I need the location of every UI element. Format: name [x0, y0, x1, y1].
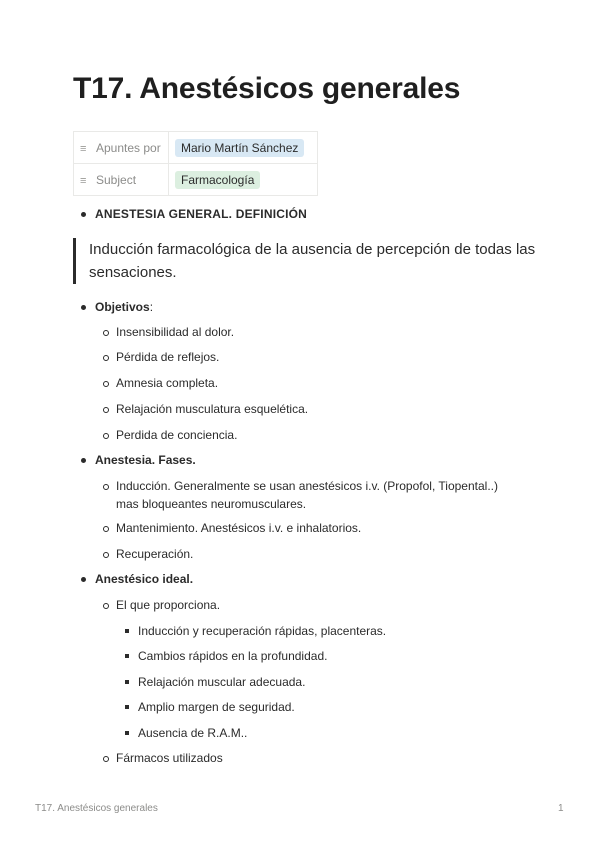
- list-item: Ausencia de R.A.M..: [138, 726, 248, 740]
- section-heading-definicion: ANESTESIA GENERAL. DEFINICIÓN: [95, 207, 308, 221]
- page-title: T17. Anestésicos generales: [73, 72, 461, 105]
- property-value-cell[interactable]: [169, 132, 318, 164]
- properties-table: [73, 131, 318, 196]
- bullet-circle: [103, 433, 109, 439]
- list-item: Relajación muscular adecuada.: [138, 675, 306, 689]
- bullet-circle: [103, 381, 109, 387]
- bullet-square: [125, 654, 129, 658]
- bullet-square: [125, 680, 129, 684]
- property-key-cell: [74, 164, 169, 196]
- list-item: Pérdida de reflejos.: [116, 350, 220, 364]
- list-item: Fármacos utilizados: [116, 751, 223, 765]
- list-icon: ≡: [80, 174, 87, 187]
- property-row: [74, 164, 318, 196]
- page-number: 1: [558, 803, 564, 814]
- bullet-dot: [81, 577, 86, 582]
- quote-bar: [73, 238, 76, 284]
- subject-tag[interactable]: Farmacología: [175, 171, 260, 189]
- bullet-dot: [81, 305, 86, 310]
- objetivos-suffix: :: [149, 300, 154, 314]
- list-item: Mantenimiento. Anestésicos i.v. e inhalatorios.: [116, 521, 362, 535]
- definition-quote: Inducción farmacológica de la ausencia de percepción de todas las sensaciones.: [89, 241, 536, 281]
- bullet-circle: [103, 484, 109, 490]
- ideal-heading: Anestésico ideal.: [95, 572, 194, 586]
- bullet-circle: [103, 756, 109, 762]
- list-item: Amplio margen de seguridad.: [138, 700, 295, 714]
- bullet-dot: [81, 212, 86, 217]
- footer-title: T17. Anestésicos generales: [35, 803, 158, 814]
- list-item: Inducción. Generalmente se usan anestésicos i.v. (Propofol, Tiopental..): [116, 479, 498, 493]
- author-tag[interactable]: Mario Martín Sánchez: [175, 139, 304, 157]
- list-item: Recuperación.: [116, 547, 194, 561]
- objetivos-heading: [95, 300, 153, 314]
- bullet-circle: [103, 526, 109, 532]
- list-item-continuation: mas bloqueantes neuromusculares.: [116, 497, 307, 511]
- bullet-square: [125, 731, 129, 735]
- objetivos-label: Objetivos: [95, 300, 150, 314]
- fases-heading: Anestesia. Fases.: [95, 453, 196, 467]
- list-icon: ≡: [80, 142, 87, 155]
- property-key: Apuntes por: [96, 140, 161, 155]
- bullet-circle: [103, 552, 109, 558]
- bullet-circle: [103, 355, 109, 361]
- list-item: Insensibilidad al dolor.: [116, 325, 235, 339]
- list-item: Perdida de conciencia.: [116, 428, 238, 442]
- property-key-cell: [74, 132, 169, 164]
- list-item: Cambios rápidos en la profundidad.: [138, 649, 328, 663]
- property-row: [74, 132, 318, 164]
- property-value-cell[interactable]: [169, 164, 318, 196]
- bullet-square: [125, 629, 129, 633]
- bullet-circle: [103, 407, 109, 413]
- bullet-square: [125, 705, 129, 709]
- bullet-dot: [81, 458, 86, 463]
- bullet-circle: [103, 603, 109, 609]
- property-key: Subject: [96, 172, 137, 187]
- list-item: Relajación musculatura esquelética.: [116, 402, 309, 416]
- list-item: El que proporciona.: [116, 598, 221, 612]
- list-item: Amnesia completa.: [116, 376, 219, 390]
- bullet-circle: [103, 330, 109, 336]
- list-item: Inducción y recuperación rápidas, placenteras.: [138, 624, 387, 638]
